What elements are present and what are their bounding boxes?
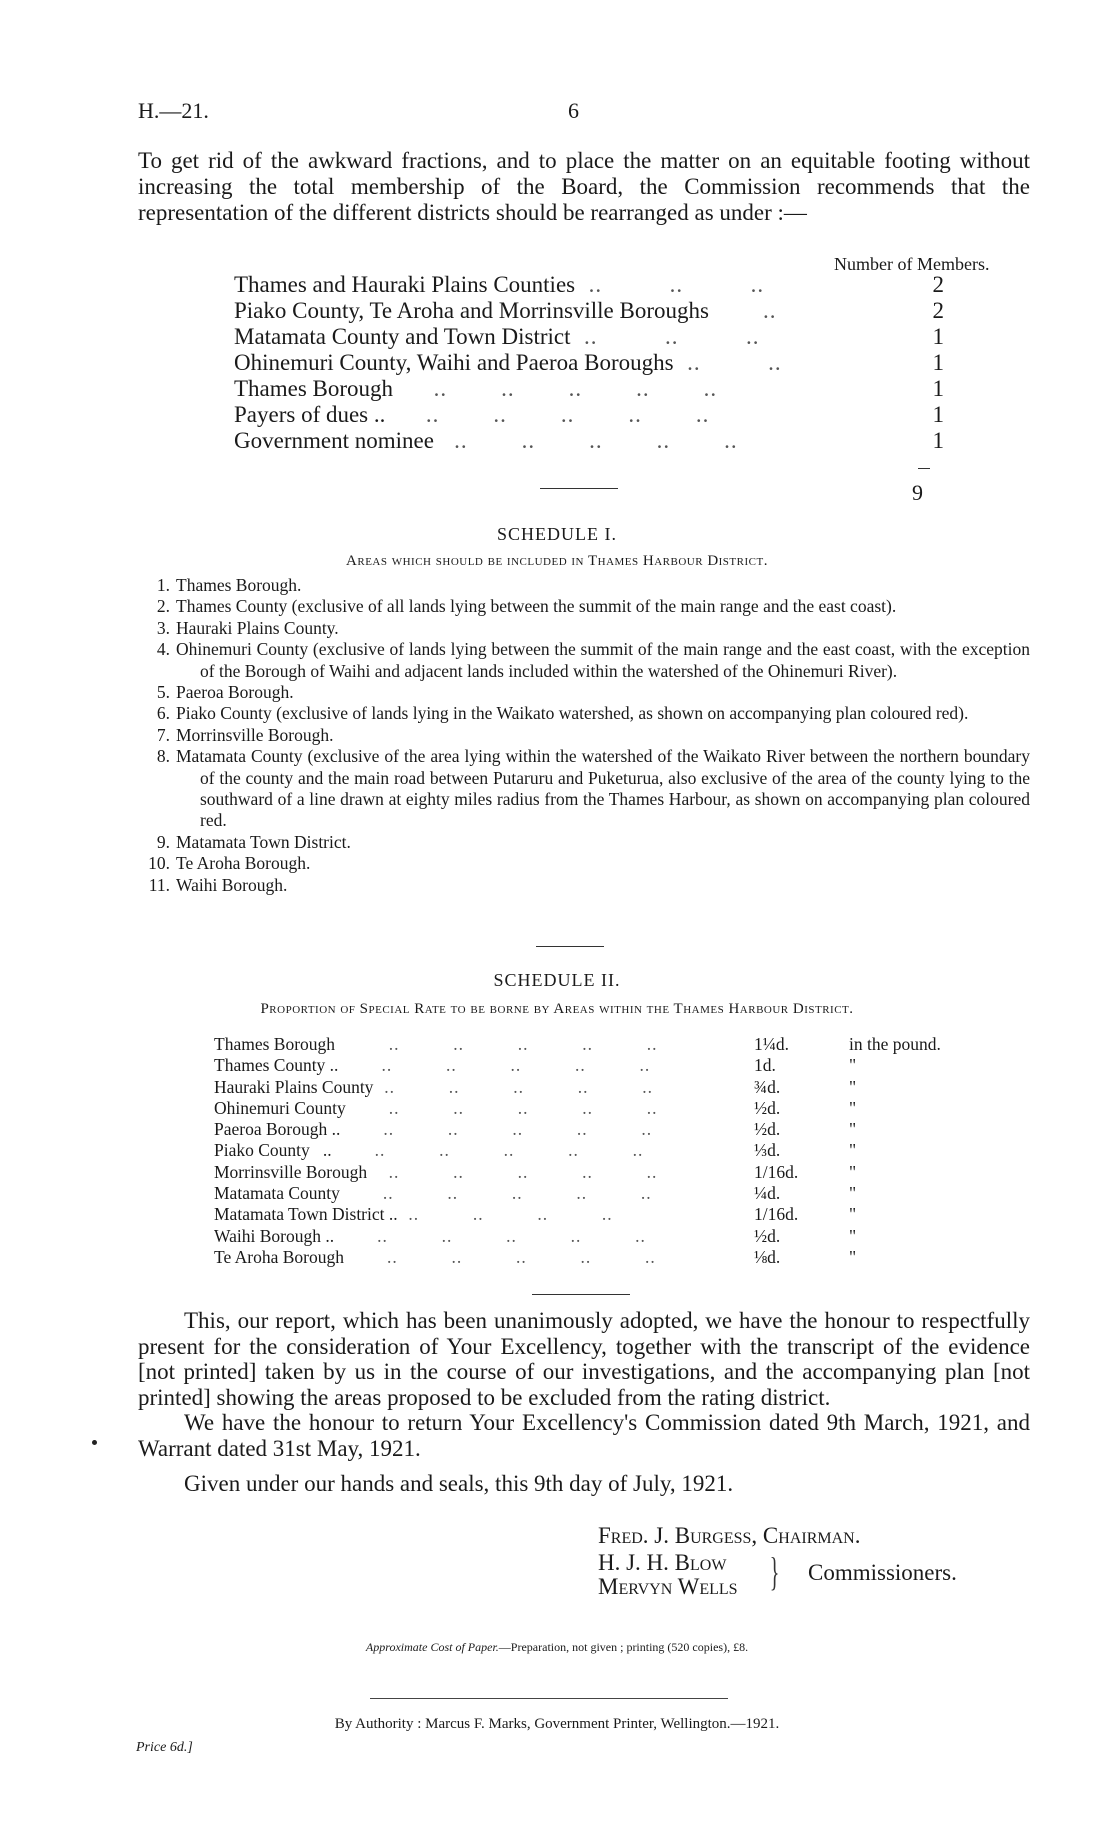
section-rule: [536, 946, 604, 947]
members-row: [234, 428, 944, 454]
list-item-number: 3.: [156, 617, 170, 638]
schedule-2-subtitle: Proportion of Special Rate to be borne by Areas within the Thames Harbour District.: [260, 1001, 854, 1017]
member-district-label: Ohinemuri County, Waihi and Paeroa Boroughs: [234, 350, 674, 375]
leader-dots: .. .. ..: [575, 272, 765, 297]
members-total: 9: [912, 480, 923, 505]
schedule-1-title: SCHEDULE I.: [497, 524, 617, 544]
member-district-label: Piako County, Te Aroha and Morrinsville Boroughs: [234, 298, 709, 323]
member-district-label: Thames Borough: [234, 376, 394, 401]
cost-note: [0, 1640, 1114, 1655]
rate-area-cell: [214, 1183, 754, 1204]
rate-suffix: ": [849, 1183, 857, 1204]
schedule-1-list: [130, 575, 1030, 896]
rate-value: ⅓d.: [754, 1140, 781, 1161]
rate-suffix: ": [849, 1246, 857, 1267]
rate-area-cell: [214, 1119, 754, 1140]
cost-text: —Preparation, not given ; printing (520 copies), £8.: [498, 1640, 749, 1654]
leader-dots: .. .. .. .. ..: [345, 1097, 658, 1118]
list-item-number: 11.: [148, 874, 170, 895]
rate-value: ½d.: [754, 1225, 781, 1246]
table-row: [214, 1077, 1034, 1098]
rate-area-cell: [214, 1034, 754, 1055]
table-row: [214, 1034, 1034, 1055]
members-row: [234, 324, 944, 350]
schedule-2-title: SCHEDULE II.: [493, 970, 621, 990]
intro-paragraph: To get rid of the awkward fractions, and to place the matter on an equitable footing without increasing the total membership of the Board, the Commission recommends that the representation of the different districts should be rearranged as under :—: [138, 148, 1030, 225]
member-label-cell: [234, 376, 914, 402]
member-count: 1: [932, 324, 944, 349]
list-item-text: Waihi Borough.: [176, 874, 288, 895]
signature-chairman: Fred. J. Burgess, Chairman.: [598, 1523, 861, 1548]
leader-dots: .. .. .. .. ..: [344, 1246, 656, 1267]
list-item-text: Paeroa Borough.: [176, 682, 294, 703]
member-district-label: Government nominee: [234, 428, 434, 453]
rate-area-name: Waihi Borough ..: [214, 1225, 335, 1246]
list-item-number: 8.: [156, 746, 170, 767]
table-row: [214, 1226, 1034, 1247]
members-row: [234, 272, 944, 298]
signature-role: Commissioners.: [808, 1560, 957, 1585]
list-item: [130, 618, 1030, 639]
leader-dots: .. .. .. .. ..: [334, 1225, 646, 1246]
rate-area-name: Thames County ..: [214, 1055, 339, 1076]
member-district-label: Matamata County and Town District: [234, 324, 571, 349]
leader-dots: .. .. .. .. ..: [393, 376, 718, 401]
list-item-text: Piako County (exclusive of lands lying in the Waikato watershed, as shown on accompanying plan coloured red).: [176, 703, 969, 724]
schedule-1-subtitle: Areas which should be included in Thames Harbour District.: [346, 553, 768, 569]
section-rule: [532, 1294, 630, 1295]
rate-area-cell: [214, 1098, 754, 1119]
cost-label: Approximate Cost of Paper.: [365, 1640, 499, 1654]
rate-area-cell: [214, 1226, 754, 1247]
members-table: [234, 272, 944, 454]
member-label-cell: [234, 298, 914, 324]
rate-area-name: Matamata Town District ..: [214, 1204, 398, 1225]
leader-dots: .. .. .. .. ..: [367, 1161, 658, 1182]
list-item-text: Morrinsville Borough.: [176, 724, 334, 745]
leader-dots: .. .. ..: [570, 324, 760, 349]
section-rule: [540, 488, 618, 489]
member-label-cell: [234, 324, 914, 350]
leader-dots: .. .. .. .. ..: [433, 428, 738, 453]
closing-paragraph: This, our report, which has been unanimously adopted, we have the honour to respectfully present for the consideration of Your Excellency, together with the transcript of the evidence [not printed] taken by us in the course of our investigations, and the accompanying plan [not printed] showing the areas proposed to be excluded from the rating district.: [138, 1308, 1030, 1410]
list-item-number: 1.: [156, 575, 170, 595]
list-item-text: Matamata Town District.: [176, 831, 351, 852]
rate-value: 1/16d.: [754, 1204, 799, 1225]
leader-dots: .. .. .. .. ..: [339, 1183, 652, 1204]
leader-dots: .. .. .. ..: [397, 1204, 613, 1225]
return-paragraph: We have the honour to return Your Excellency's Commission dated 9th March, 1921, and Warrant dated 31st May, 1921.: [138, 1410, 1030, 1461]
member-label-cell: [234, 428, 914, 454]
rate-suffix: ": [849, 1204, 857, 1225]
rate-area-cell: [214, 1077, 754, 1098]
signature-commissioner-2: Mervyn Wells: [598, 1574, 738, 1599]
rate-value: ½d.: [754, 1119, 781, 1140]
page-number: 6: [568, 98, 579, 123]
list-item-number: 5.: [156, 682, 170, 703]
list-item: [130, 853, 1030, 874]
list-item: [130, 725, 1030, 746]
leader-dots: ..: [708, 298, 777, 323]
table-row: [214, 1204, 1034, 1225]
rate-area-name: Piako County ..: [214, 1140, 332, 1161]
rate-value: ¾d.: [754, 1076, 781, 1097]
member-count: 1: [932, 428, 944, 453]
members-column-heading: Number of Members.: [834, 254, 990, 274]
rates-table: [214, 1034, 1034, 1268]
rate-suffix: ": [849, 1119, 857, 1140]
list-item-text: Thames County (exclusive of all lands lying between the summit of the main range and the east coast).: [176, 596, 897, 617]
margin-dot: [92, 1440, 97, 1445]
rate-value: ¼d.: [754, 1183, 781, 1204]
member-count: 1: [932, 376, 944, 401]
member-district-label: Payers of dues ..: [234, 402, 386, 427]
document-reference: H.—21.: [138, 98, 209, 123]
member-label-cell: [234, 272, 914, 298]
list-item-number: 4.: [156, 639, 170, 660]
rate-area-name: Thames Borough: [214, 1034, 336, 1054]
members-row: [234, 402, 944, 428]
rate-area-cell: [214, 1247, 754, 1268]
member-count: 1: [932, 350, 944, 375]
rate-suffix: ": [849, 1076, 857, 1097]
list-item: [130, 832, 1030, 853]
rate-suffix: in the pound.: [849, 1034, 941, 1054]
list-item: [130, 639, 1030, 682]
member-label-cell: [234, 402, 914, 428]
rate-area-name: Paeroa Borough ..: [214, 1119, 341, 1140]
list-item: [130, 682, 1030, 703]
sum-rule: [918, 468, 930, 469]
rate-area-name: Te Aroha Borough: [214, 1246, 345, 1267]
rate-area-cell: [214, 1055, 754, 1076]
rate-area-name: Hauraki Plains County: [214, 1076, 374, 1097]
member-count: 2: [932, 298, 944, 323]
list-item-number: 10.: [148, 853, 170, 874]
list-item-text: Hauraki Plains County.: [176, 617, 339, 638]
rate-area-name: Matamata County: [214, 1183, 340, 1204]
list-item-text: Thames Borough.: [176, 575, 302, 595]
leader-dots: .. .. .. .. ..: [340, 1119, 653, 1140]
leader-dots: .. .. .. .. ..: [373, 1076, 653, 1097]
list-item: [130, 746, 1030, 832]
rate-value: ⅛d.: [754, 1246, 781, 1267]
table-row: [214, 1162, 1034, 1183]
rate-suffix: ": [849, 1055, 857, 1076]
list-item: [130, 596, 1030, 617]
list-item: [130, 875, 1030, 896]
list-item-number: 9.: [156, 831, 170, 852]
rate-value: 1/16d.: [754, 1161, 799, 1182]
leader-dots: .. .. .. .. ..: [385, 402, 710, 427]
table-row: [214, 1247, 1034, 1268]
list-item-number: 2.: [156, 596, 170, 617]
rate-area-name: Morrinsville Borough: [214, 1161, 368, 1182]
rate-suffix: ": [849, 1161, 857, 1182]
list-item-text: Ohinemuri County (exclusive of lands lying between the summit of the main range and the east coast, with the exception of the Borough of Waihi and adjacent lands included within the watershed of the Ohinemuri River).: [176, 639, 1030, 681]
rate-value: 1d.: [754, 1055, 776, 1076]
rate-value: 1¼d.: [754, 1034, 789, 1054]
rate-value: ½d.: [754, 1097, 781, 1118]
table-row: [214, 1119, 1034, 1140]
given-line: Given under our hands and seals, this 9th day of July, 1921.: [184, 1471, 734, 1496]
brace-icon: }: [769, 1549, 780, 1594]
members-row: [234, 350, 944, 376]
members-row: [234, 298, 944, 324]
member-count: 2: [932, 272, 944, 297]
list-item: [130, 703, 1030, 724]
rate-area-name: Ohinemuri County: [214, 1097, 346, 1118]
rate-suffix: ": [849, 1097, 857, 1118]
list-item-number: 6.: [156, 703, 170, 724]
member-label-cell: [234, 350, 914, 376]
table-row: [214, 1098, 1034, 1119]
list-item: [130, 575, 1030, 596]
list-item-number: 7.: [156, 724, 170, 745]
footer-rule: [370, 1698, 728, 1699]
signature-commissioner-1: H. J. H. Blow: [598, 1550, 727, 1575]
closing-section: [138, 1308, 1030, 1497]
leader-dots: .. ..: [673, 350, 782, 375]
member-district-label: Thames and Hauraki Plains Counties: [234, 272, 576, 297]
printer-authority: By Authority : Marcus F. Marks, Government Printer, Wellington.—1921.: [334, 1716, 780, 1732]
rate-suffix: ": [849, 1140, 857, 1161]
rate-area-cell: [214, 1204, 754, 1225]
table-row: [214, 1183, 1034, 1204]
leader-dots: .. .. .. .. ..: [335, 1034, 658, 1054]
leader-dots: .. .. .. .. ..: [338, 1055, 651, 1076]
rate-area-cell: [214, 1162, 754, 1183]
leader-dots: .. .. .. .. ..: [331, 1140, 644, 1161]
member-count: 1: [932, 402, 944, 427]
price-note: Price 6d.]: [136, 1740, 193, 1755]
list-item-text: Te Aroha Borough.: [176, 853, 311, 874]
rate-area-cell: [214, 1140, 754, 1161]
list-item-text: Matamata County (exclusive of the area lying within the watershed of the Waikato River between the northern boundary of the county and the main road between Putaruru and Puketurua, also exclusive of the area of the county lying to the southward of a line drawn at eighty miles radius from the Thames Harbour, as shown on accompanying plan coloured red.: [176, 746, 1030, 831]
table-row: [214, 1140, 1034, 1161]
rate-suffix: ": [849, 1225, 857, 1246]
table-row: [214, 1055, 1034, 1076]
members-row: [234, 376, 944, 402]
